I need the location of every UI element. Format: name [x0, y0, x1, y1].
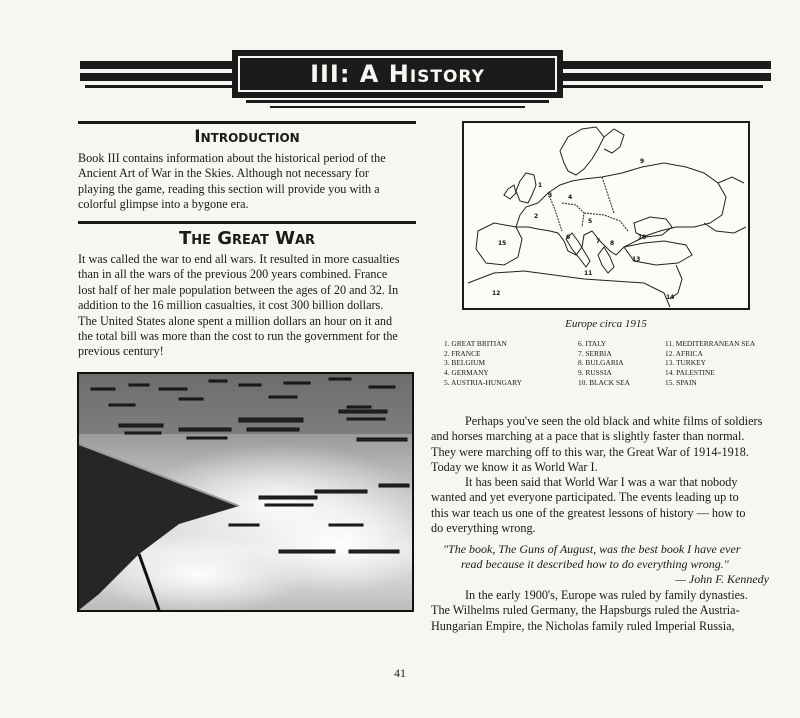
map-label: 9: [640, 158, 645, 165]
introduction-heading: Introduction: [194, 127, 300, 147]
map-label: 3: [548, 192, 553, 199]
map-label: 4: [568, 194, 573, 201]
map-label: 10: [638, 234, 647, 241]
paragraph-nobody-wanted: It has been said that World War I was a war that nobody wanted and yet everyone participated. The events leading up to this war teach us one of the greatest lessons of history — how to do everything wrong.: [431, 475, 746, 536]
introduction-text: Book III contains information about the historical period of the Ancient Art of War in the Skies. Although not necessary for playing the game, reading this section will provide you with a colorful glimpse into a bygone era.: [78, 151, 386, 212]
page-title: III: A History: [238, 56, 557, 92]
map-caption: Europe circa 1915: [565, 318, 647, 330]
map-legend-col3: 11. MEDITERRANEAN SEA 12. AFRICA 13. TURKEY 14. PALESTINE 15. SPAIN: [665, 339, 756, 387]
map-label: 8: [610, 240, 615, 247]
map-label: 7: [596, 238, 601, 245]
map-label: 11: [584, 270, 593, 277]
map-label: 1: [538, 182, 543, 189]
great-war-text: It was called the war to end all wars. It resulted in more casualties than in all the wars of the previous 200 years combined. France lost half of her male population between the ages of 20 and 32. In addition to the 16 million casualties, it cost 300 billion dollars. The United States alone spent a million dollars an hour on it and the total bill was more than the cost to run the government for the previous century!: [78, 252, 400, 359]
europe-map: [462, 121, 750, 310]
page-number: 41: [394, 666, 406, 680]
map-label: 5: [588, 218, 593, 225]
map-legend-col2: 6. ITALY 7. SERBIA 8. BULGARIA 9. RUSSIA 10. BLACK SEA: [578, 339, 630, 387]
section-rule: [78, 221, 416, 224]
map-label: 15: [498, 240, 507, 247]
map-label: 12: [492, 290, 501, 297]
biplanes-illustration: [79, 374, 412, 610]
biplanes-photo: [77, 372, 414, 612]
map-label: 13: [632, 256, 641, 263]
paragraph-dynasties: In the early 1900's, Europe was ruled by family dynasties. The Wilhelms ruled Germany, the Hapsburgs ruled the Austria- Hungarian Empire, the Nicholas family ruled Imperial Russia,: [431, 588, 748, 633]
section-rule: [78, 121, 416, 124]
map-label: 2: [534, 213, 539, 220]
map-label: 6: [566, 234, 571, 241]
kennedy-quote: "The book, The Guns of August, was the best book I have ever read because it described how to do everything wrong." — John F. Kennedy: [443, 542, 773, 587]
map-legend-col1: 1. GREAT BRITIAN 2. FRANCE 3. BELGIUM 4. GERMANY 5. AUSTRIA-HUNGARY: [444, 339, 523, 387]
great-war-heading: The Great War: [178, 228, 316, 249]
quote-author: — John F. Kennedy: [675, 572, 769, 586]
map-outline: [464, 123, 748, 308]
paragraph-soldiers: Perhaps you've seen the old black and white films of soldiers and horses marching at a pace that is slightly faster than normal. They were marching off to this war, the Great War of 1914-1918. Today we know it as World War I.: [431, 414, 763, 475]
map-label: 14: [666, 294, 675, 301]
